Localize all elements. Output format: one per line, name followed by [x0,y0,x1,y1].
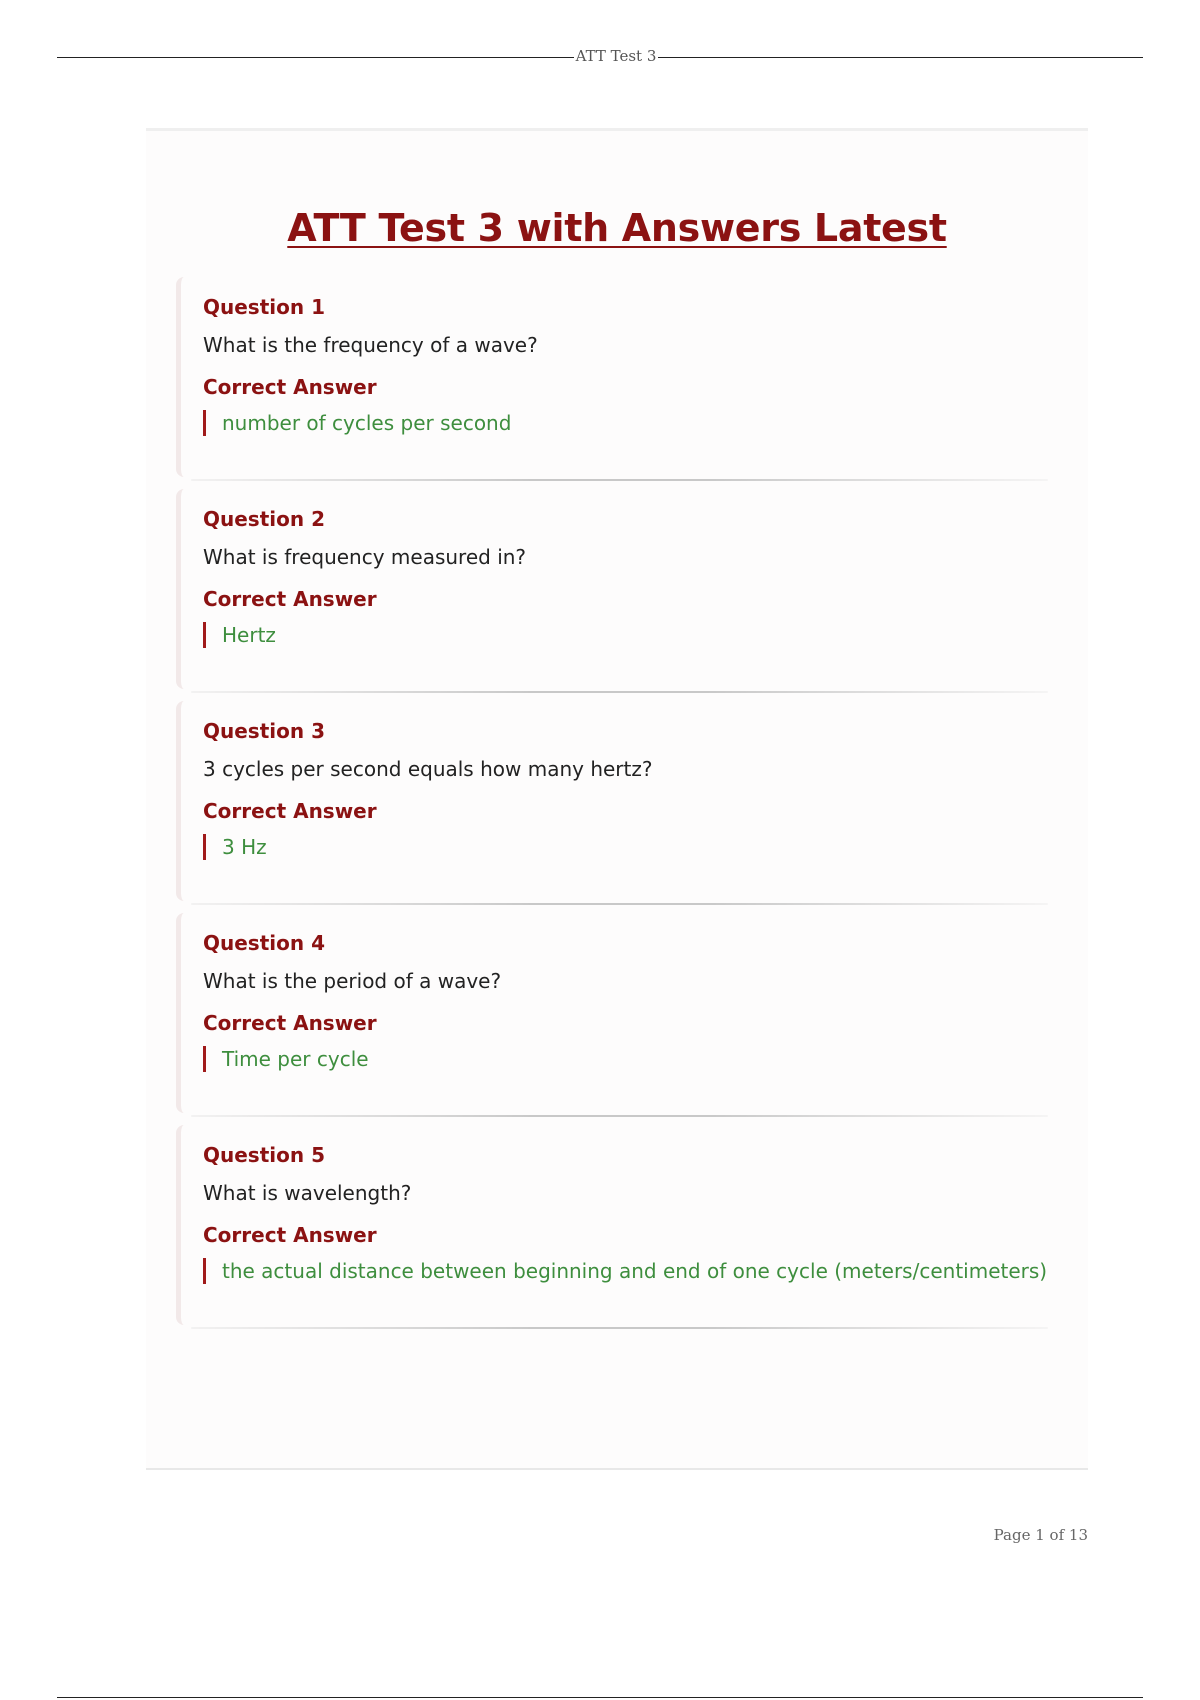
question-card-2 [176,489,1048,689]
answer-row [203,1045,1048,1073]
running-header-title: ATT Test 3 [575,47,657,65]
question-card-5 [176,1125,1048,1325]
question-label: Question 1 [203,295,325,319]
correct-answer-label: Correct Answer [203,375,377,399]
correct-answer-label: Correct Answer [203,587,377,611]
answer-marker [203,410,206,436]
correct-answer-label: Correct Answer [203,1011,377,1035]
answer-text: 3 Hz [222,835,267,859]
correct-answer-label: Correct Answer [203,799,377,823]
footer-rule [57,1697,1143,1698]
answer-marker [203,834,206,860]
question-card-3 [176,701,1048,901]
page-number: Page 1 of 13 [993,1526,1088,1544]
answer-marker [203,1258,206,1284]
document-title: ATT Test 3 with Answers Latest [287,206,947,250]
question-text: What is the frequency of a wave? [203,333,538,357]
question-card-1 [176,277,1048,477]
page-content [146,128,1088,1470]
running-header [0,46,1200,66]
answer-marker [203,1046,206,1072]
answer-row [203,409,1048,437]
question-card-4 [176,913,1048,1113]
question-label: Question 2 [203,507,325,531]
question-text: 3 cycles per second equals how many hertz? [203,757,653,781]
answer-row [203,621,1048,649]
answer-row [203,1257,1048,1285]
answer-text: number of cycles per second [222,411,512,435]
answer-marker [203,622,206,648]
answer-text: Time per cycle [222,1047,369,1071]
answer-row [203,833,1048,861]
question-label: Question 3 [203,719,325,743]
question-text: What is frequency measured in? [203,545,527,569]
correct-answer-label: Correct Answer [203,1223,377,1247]
question-list [176,277,1048,1337]
question-label: Question 4 [203,931,325,955]
answer-text: the actual distance between beginning and end of one cycle (meters/centimeters) [222,1259,1048,1283]
question-text: What is wavelength? [203,1181,412,1205]
answer-text: Hertz [222,623,276,647]
question-label: Question 5 [203,1143,325,1167]
question-text: What is the period of a wave? [203,969,502,993]
